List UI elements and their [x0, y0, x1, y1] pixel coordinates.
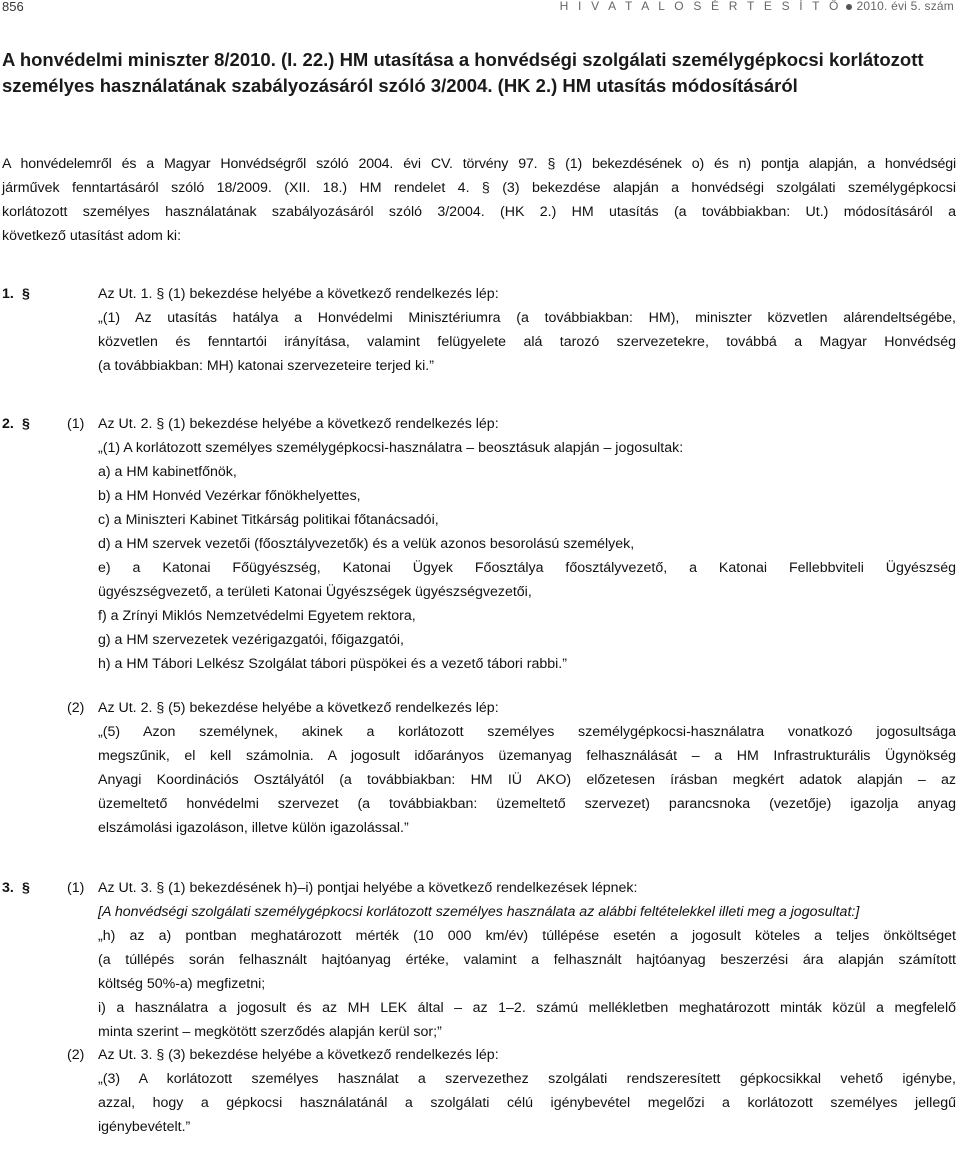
bullet-dot-icon: [846, 4, 852, 10]
quote-line: üzemeltető honvédelmi szervezet (a továbbiakban: üzemeltető szervezet) parancsnoka (vezetője) igazolja anyag: [98, 796, 956, 812]
intro-line: következő utasítást adom ki:: [2, 228, 182, 244]
quote-line: „(1) Az utasítás hatálya a Honvédelmi Minisztériumra (a továbbiakban: HM), miniszter közvetlen alárendeltségébe,: [98, 310, 956, 326]
quote-line: (a túllépés során felhasznált hajtóanyag értéke, valamint a felhasznált hajtóanyag beszerzési ára alapján számított: [98, 952, 956, 968]
list-item: c) a Miniszteri Kabinet Titkárság politikai főtanácsadói,: [98, 512, 439, 528]
quote-line: elszámolási igazoláson, illetve külön igazolással.”: [98, 820, 409, 836]
quote-line: minta szerint – megkötött szerződés alapján kerül sor;”: [98, 1024, 442, 1040]
intro-line: járművek fenntartásáról szóló 18/2009. (XII. 18.) HM rendelet 4. § (3) bekezdése alapján a honvédségi szolgálati személygépkocsi: [2, 180, 956, 196]
list-item: d) a HM szervek vezetői (főosztályvezetők) és a velük azonos besorolású személyek,: [98, 536, 635, 552]
amend-heading: Az Ut. 2. § (5) bekezdése helyébe a következő rendelkezés lép:: [98, 700, 499, 716]
page-number: 856: [2, 0, 24, 14]
section-3-1-body: [98, 876, 956, 1044]
journal-title: H I V A T A L O S É R T E S Í T Ő: [559, 0, 842, 13]
subsection-number: (2): [67, 700, 85, 716]
section-1-body: [98, 282, 956, 378]
quote-line: „(3) A korlátozott személyes használat a szervezethez szolgálati rendszeresített gépkocsikkal vehető igénybe,: [98, 1071, 956, 1087]
section-number: 1.: [2, 286, 14, 302]
subsection-number: (1): [67, 416, 85, 432]
list-item: h) a HM Tábori Lelkész Szolgálat tábori püspökei és a vezető tábori rabbi.”: [98, 656, 567, 672]
amend-heading: Az Ut. 2. § (1) bekezdése helyébe a következő rendelkezés lép:: [98, 416, 499, 432]
section-number: 2.: [2, 416, 14, 432]
section-sign: §: [22, 880, 30, 896]
quote-line: (a továbbiakban: MH) katonai szervezeteire terjed ki.”: [98, 358, 434, 374]
issue-label: 2010. évi 5. szám: [856, 0, 954, 13]
amend-heading: Az Ut. 3. § (3) bekezdése helyébe a következő rendelkezés lép:: [98, 1047, 499, 1063]
list-item: e) a Katonai Főügyészség, Katonai Ügyek Főosztálya főosztályvezető, a Katonai Fellebbviteli Ügyészség: [98, 560, 956, 576]
quote-line: megszűnik, el kell számolnia. A jogosult időarányos üzemanyag felhasználását – a HM Infrastrukturális Ügynökség: [98, 748, 956, 764]
list-item: a) a HM kabinetfőnök,: [98, 464, 237, 480]
intro-line: A honvédelemről és a Magyar Honvédségről szóló 2004. évi CV. törvény 97. § (1) bekezdésének o) és n) pontja alapján, a honvédségi: [2, 156, 956, 172]
amend-heading: Az Ut. 1. § (1) bekezdése helyébe a következő rendelkezés lép:: [98, 286, 499, 302]
document-title: A honvédelmi miniszter 8/2010. (I. 22.) HM utasítása a honvédségi szolgálati személygépkocsi korlátozott személyes használatának szabályozásáról szóló 3/2004. (HK 2.) HM utasítás módosításáról: [2, 49, 924, 96]
section-3-2-body: [98, 1043, 956, 1139]
subsection-number: (1): [67, 880, 85, 896]
intro-paragraph: [2, 152, 956, 248]
list-item: g) a HM szervezetek vezérigazgatói, főigazgatói,: [98, 632, 404, 648]
quote-line: „(5) Azon személynek, akinek a korlátozott személyes személygépkocsi-használatra vonatkozó jogosultsága: [98, 724, 956, 740]
section-2-1-body: [98, 412, 956, 676]
amend-heading: Az Ut. 3. § (1) bekezdésének h)–i) pontjai helyébe a következő rendelkezések lépnek:: [98, 880, 638, 896]
list-item: f) a Zrínyi Miklós Nemzetvédelmi Egyetem rektora,: [98, 608, 416, 624]
list-item: ügyészségvezető, a területi Katonai Ügyészségek ügyészségvezetői,: [98, 584, 532, 600]
section-sign: §: [22, 286, 30, 302]
quote-line: költség 50%-a) megfizetni;: [98, 976, 266, 992]
section-sign: §: [22, 416, 30, 432]
page-header: [0, 0, 960, 26]
quote-line: igénybevételt.”: [98, 1119, 191, 1135]
quote-line: Anyagi Koordinációs Osztályától (a továbbiakban: HM IÜ AKO) előzetesen írásban megkért adatok alapján – az: [98, 772, 956, 788]
quote-line: azzal, hogy a gépkocsi használatánál a szolgálati célú igénybevétel megelőzi a korlátozott személyes jellegű: [98, 1095, 956, 1111]
journal-header: [560, 0, 954, 13]
list-item: b) a HM Honvéd Vezérkar főnökhelyettes,: [98, 488, 361, 504]
quote-line: közvetlen és fenntartói irányítása, valamint felügyelete alá tarozó szervezetekre, továbbá a Magyar Honvédség: [98, 334, 956, 350]
quote-line: „h) az a) pontban meghatározott mérték (10 000 km/év) túllépése esetén a jogosult köteles a teljes önköltséget: [98, 928, 956, 944]
section-number: 3.: [2, 880, 14, 896]
subsection-number: (2): [67, 1047, 85, 1063]
intro-line: korlátozott személyes használatának szabályozásáról szóló 3/2004. (HK 2.) HM utasítás (a továbbiakban: Ut.) módosításáról a: [2, 204, 956, 220]
quote-line: „(1) A korlátozott személyes személygépkocsi-használatra – beosztásuk alapján – jogosultak:: [98, 440, 684, 456]
italic-context: [A honvédségi szolgálati személygépkocsi korlátozott személyes használata az alábbi feltételekkel illeti meg a jogosultat:]: [98, 904, 860, 920]
section-2-2-body: [98, 696, 956, 840]
quote-line: i) a használatra a jogosult és az MH LEK által – az 1–2. számú mellékletben meghatározott minták közül a megfelelő: [98, 1000, 956, 1016]
